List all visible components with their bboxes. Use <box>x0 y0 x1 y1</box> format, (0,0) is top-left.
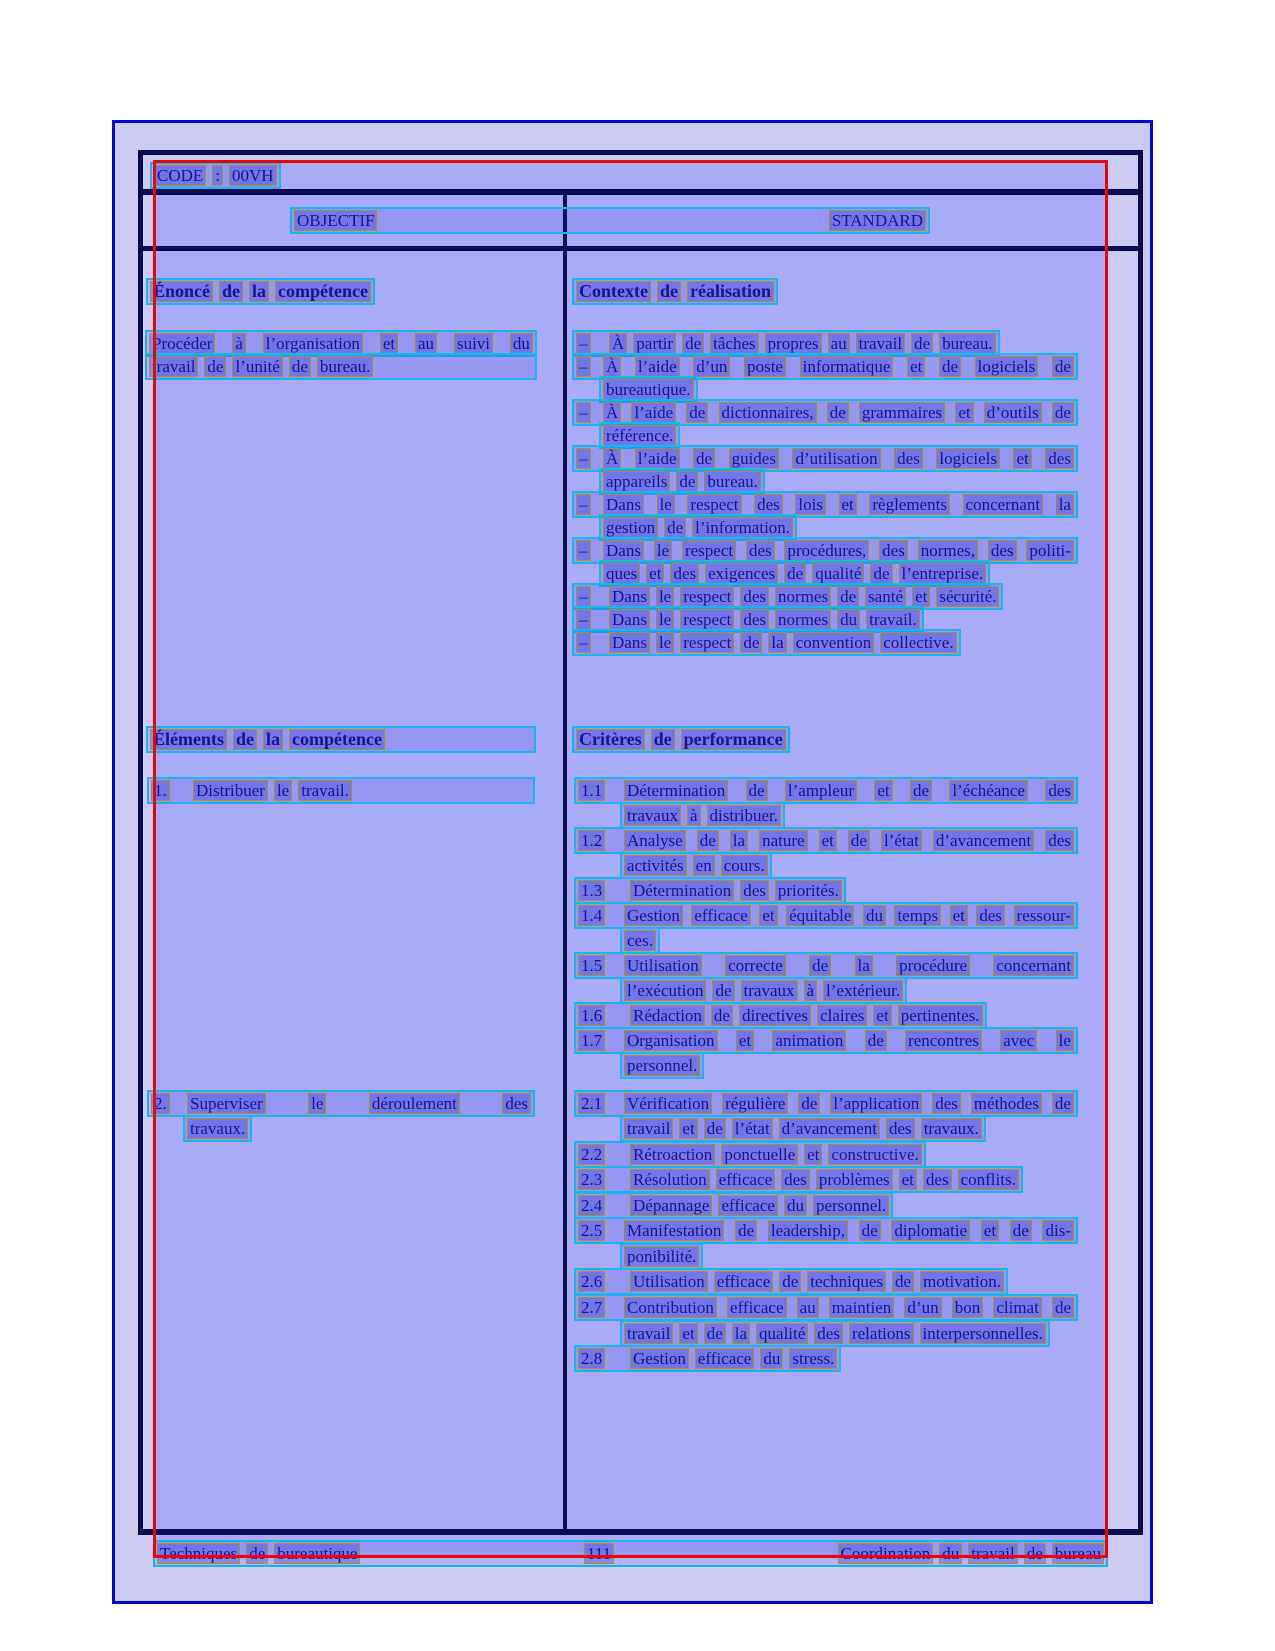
word-box: 2.2 <box>578 1144 605 1165</box>
word-box: de <box>704 1118 726 1139</box>
word-box: Vérification <box>624 1093 712 1114</box>
word-box: partir <box>633 333 676 354</box>
word-box: de <box>233 729 257 750</box>
word-box: et <box>899 1169 917 1190</box>
annotation-region-outline <box>153 160 1108 1558</box>
word-box: interpersonnelles. <box>920 1323 1046 1344</box>
word-box: – <box>576 448 591 469</box>
word-box: – <box>576 356 591 377</box>
word-box: des <box>894 448 923 469</box>
word-box: la <box>730 830 748 851</box>
word-box: appareils <box>603 471 670 492</box>
word-box: Organisation <box>624 1030 718 1051</box>
word-box: l’aide <box>631 402 676 423</box>
word-box: bureautique <box>274 1543 360 1564</box>
word-box: de <box>859 1220 881 1241</box>
word-box: motivation. <box>920 1271 1004 1292</box>
word-box: Procéder <box>149 333 215 354</box>
word-box: travail <box>856 333 905 354</box>
word-box: climat <box>993 1297 1041 1318</box>
word-box: normes, <box>918 540 978 561</box>
word-box: efficace <box>714 1271 773 1292</box>
word-box: compétence <box>289 729 385 750</box>
word-box: le <box>656 609 674 630</box>
word-box: au <box>828 333 850 354</box>
word-box: des <box>1045 448 1074 469</box>
word-box: 1.2 <box>578 830 605 851</box>
word-box: d’avancement <box>933 830 1034 851</box>
word-box: et <box>839 494 857 515</box>
word-box: 2.7 <box>578 1297 605 1318</box>
word-box: l’entreprise. <box>899 563 987 584</box>
word-box: du <box>939 1543 962 1564</box>
word-box: la <box>263 729 283 750</box>
word-box: Gestion <box>624 905 683 926</box>
word-box: l’application <box>830 1093 922 1114</box>
word-box: 00VH <box>229 165 277 186</box>
word-box: efficace <box>727 1297 786 1318</box>
word-box: des <box>746 540 775 561</box>
word-box: d’utilisation <box>792 448 880 469</box>
word-box: 2.6 <box>578 1271 605 1292</box>
word-box: et <box>950 905 968 926</box>
word-box: la <box>249 281 269 302</box>
word-box: Dans <box>603 494 644 515</box>
word-box: des <box>886 1118 915 1139</box>
word-box: – <box>576 494 591 515</box>
word-box: au <box>415 333 437 354</box>
word-box: OBJECTIF <box>294 210 377 231</box>
word-box: de <box>1052 402 1074 423</box>
word-box: de <box>651 729 675 750</box>
word-box: l’état <box>732 1118 773 1139</box>
word-box: de <box>939 356 961 377</box>
word-box: des <box>923 1169 952 1190</box>
word-box: de <box>664 517 686 538</box>
word-box: ressour- <box>1014 905 1074 926</box>
word-box: l’état <box>881 830 922 851</box>
word-box: à <box>687 805 701 826</box>
word-box: des <box>502 1093 531 1114</box>
word-box: personnel. <box>813 1195 889 1216</box>
word-box: travail. <box>866 609 920 630</box>
word-box: l’aide <box>635 448 680 469</box>
word-box: bon <box>952 1297 984 1318</box>
word-box: nature <box>759 830 807 851</box>
word-box: santé <box>865 586 906 607</box>
word-box: et <box>1013 448 1031 469</box>
word-box: – <box>576 333 591 354</box>
word-box: Contribution <box>624 1297 717 1318</box>
word-box: – <box>576 540 591 561</box>
word-box: grammaires <box>859 402 945 423</box>
word-box: temps <box>894 905 941 926</box>
word-box: priorités. <box>775 880 842 901</box>
word-box: des <box>740 586 769 607</box>
word-box: respect <box>680 586 734 607</box>
word-box: Dans <box>609 609 650 630</box>
word-box: STANDARD <box>829 210 926 231</box>
word-box: travaux <box>741 980 798 1001</box>
word-box: l’information. <box>692 517 793 538</box>
word-box: À <box>603 356 621 377</box>
word-box: travail <box>149 356 198 377</box>
word-box: l’aide <box>635 356 680 377</box>
word-box: Rédaction <box>630 1005 705 1026</box>
word-box: de <box>693 448 715 469</box>
word-box: et <box>819 830 837 851</box>
word-box: efficace <box>691 905 750 926</box>
word-box: informatique <box>800 356 894 377</box>
word-box: À <box>609 333 627 354</box>
word-box: 1.7 <box>578 1030 605 1051</box>
word-box: propres <box>765 333 822 354</box>
word-box: de <box>657 281 681 302</box>
word-box: poste <box>744 356 786 377</box>
word-box: le <box>308 1093 326 1114</box>
word-box: logiciels <box>936 448 1000 469</box>
word-box: et <box>874 780 892 801</box>
word-box: guides <box>729 448 779 469</box>
word-box: respect <box>680 632 734 653</box>
word-box: à <box>804 980 818 1001</box>
word-box: bureautique. <box>603 379 694 400</box>
word-box: – <box>576 632 591 653</box>
word-box: distribuer. <box>707 805 781 826</box>
word-box: Manifestation <box>624 1220 724 1241</box>
word-box: 2.5 <box>578 1220 605 1241</box>
word-box: : <box>212 165 223 186</box>
word-box: de <box>676 471 698 492</box>
word-box: travail <box>624 1118 673 1139</box>
word-box: problèmes <box>816 1169 893 1190</box>
word-box: Détermination <box>630 880 734 901</box>
word-box: relations <box>849 1323 914 1344</box>
word-box: et <box>679 1323 697 1344</box>
word-box: du <box>510 333 533 354</box>
word-box: 1.1 <box>578 780 605 801</box>
word-box: référence. <box>603 425 676 446</box>
word-box: en <box>693 855 715 876</box>
word-box: Dépannage <box>630 1195 712 1216</box>
word-box: lois <box>795 494 826 515</box>
word-box: ques <box>603 563 640 584</box>
word-box: travail <box>968 1543 1017 1564</box>
word-box: qualité <box>812 563 864 584</box>
word-box: de <box>697 830 719 851</box>
word-box: des <box>670 563 699 584</box>
word-box: gestion <box>603 517 658 538</box>
word-box: et <box>646 563 664 584</box>
word-box: compétence <box>275 281 371 302</box>
word-box: normes <box>775 609 831 630</box>
word-box: des <box>879 540 908 561</box>
word-box: d’un <box>904 1297 941 1318</box>
word-box: 2.3 <box>578 1169 605 1190</box>
word-box: de <box>1052 356 1074 377</box>
word-box: Énoncé <box>150 281 213 302</box>
word-box: la <box>768 632 786 653</box>
word-box: du <box>863 905 886 926</box>
word-box: ponibilité. <box>624 1246 699 1267</box>
word-box: cours. <box>721 855 768 876</box>
word-box: d’outils <box>984 402 1042 423</box>
word-box: bureau. <box>939 333 996 354</box>
word-box: de <box>204 356 226 377</box>
word-box: 1.3 <box>578 880 605 901</box>
word-box: de <box>704 1323 726 1344</box>
word-box: bureau. <box>704 471 761 492</box>
word-box: avec <box>1000 1030 1037 1051</box>
word-box: et <box>679 1118 697 1139</box>
word-box: des <box>814 1323 843 1344</box>
word-box: Détermination <box>624 780 728 801</box>
word-box: 1.6 <box>578 1005 605 1026</box>
word-box: Coordination <box>838 1543 934 1564</box>
word-box: de <box>1052 1297 1074 1318</box>
word-box: travail. <box>298 780 352 801</box>
word-box: l’échéance <box>949 780 1028 801</box>
word-box: des <box>740 880 769 901</box>
word-box: travaux <box>624 805 681 826</box>
word-box: Techniques <box>157 1543 240 1564</box>
word-box: méthodes <box>971 1093 1042 1114</box>
word-box: de <box>735 1220 757 1241</box>
word-box: le <box>657 494 675 515</box>
word-box: déroulement <box>369 1093 460 1114</box>
word-box: la <box>732 1323 750 1344</box>
word-box: le <box>1056 1030 1074 1051</box>
word-box: ces. <box>624 930 656 951</box>
word-box: le <box>274 780 292 801</box>
word-box: À <box>603 402 621 423</box>
word-box: techniques <box>807 1271 886 1292</box>
word-box: dis- <box>1042 1220 1074 1241</box>
word-box: des <box>976 905 1005 926</box>
word-box: des <box>740 609 769 630</box>
word-box: l’unité <box>232 356 282 377</box>
word-box: réalisation <box>687 281 774 302</box>
word-box: Distribuer <box>193 780 268 801</box>
word-box: Superviser <box>187 1093 266 1114</box>
word-box: Gestion <box>630 1348 689 1369</box>
word-box: performance <box>681 729 786 750</box>
word-box: – <box>576 609 591 630</box>
word-box: À <box>603 448 621 469</box>
word-box: 2.1 <box>578 1093 605 1114</box>
word-box: la <box>855 955 873 976</box>
word-box: régulière <box>722 1093 788 1114</box>
word-box: efficace <box>695 1348 754 1369</box>
word-box: travaux. <box>921 1118 982 1139</box>
word-box: l’ampleur <box>785 780 857 801</box>
word-box: de <box>809 955 831 976</box>
word-box: de <box>779 1271 801 1292</box>
word-box: de <box>746 780 768 801</box>
word-box: des <box>1045 830 1074 851</box>
word-box: efficace <box>716 1169 775 1190</box>
word-box: de <box>712 980 734 1001</box>
word-box: des <box>781 1169 810 1190</box>
word-box: et <box>380 333 398 354</box>
word-box: Éléments <box>150 729 227 750</box>
word-box: 1.4 <box>578 905 605 926</box>
word-box: du <box>784 1195 807 1216</box>
word-box: Dans <box>609 586 650 607</box>
word-box: travail <box>624 1323 673 1344</box>
word-box: l’organisation <box>263 333 363 354</box>
word-box: respect <box>680 609 734 630</box>
word-box: et <box>759 905 777 926</box>
word-box: personnel. <box>624 1055 700 1076</box>
word-box: de <box>892 1271 914 1292</box>
word-box: de <box>798 1093 820 1114</box>
word-box: logiciels <box>975 356 1039 377</box>
word-box: rencontres <box>905 1030 982 1051</box>
word-box: Rétroaction <box>630 1144 715 1165</box>
word-box: directives <box>739 1005 811 1026</box>
word-box: de <box>219 281 243 302</box>
word-box: – <box>576 586 591 607</box>
word-box: le <box>656 632 674 653</box>
word-box: et <box>804 1144 822 1165</box>
word-box: leadership, <box>768 1220 848 1241</box>
word-box: constructive. <box>828 1144 921 1165</box>
word-box: Utilisation <box>630 1271 708 1292</box>
word-box: Contexte <box>576 281 651 302</box>
word-box: pertinentes. <box>898 1005 983 1026</box>
word-box: sécurité. <box>936 586 999 607</box>
word-box: bureau <box>1052 1543 1104 1564</box>
word-box: du <box>837 609 860 630</box>
word-box: du <box>760 1348 783 1369</box>
word-box: Critères <box>576 729 645 750</box>
word-box: de <box>686 402 708 423</box>
word-box: stress. <box>789 1348 837 1369</box>
word-box: de <box>837 586 859 607</box>
word-box: Utilisation <box>624 955 702 976</box>
word-box: de <box>827 402 849 423</box>
word-box: qualité <box>756 1323 808 1344</box>
word-box: 2. <box>151 1093 170 1114</box>
word-box: 2.8 <box>578 1348 605 1369</box>
word-box: de <box>910 780 932 801</box>
word-box: correcte <box>725 955 786 976</box>
word-box: efficace <box>718 1195 777 1216</box>
word-box: Résolution <box>630 1169 710 1190</box>
word-box: et <box>981 1220 999 1241</box>
word-box: activités <box>624 855 687 876</box>
word-box: respect <box>687 494 741 515</box>
word-box: de <box>911 333 933 354</box>
word-box: procédure <box>896 955 970 976</box>
word-box: la <box>1056 494 1074 515</box>
word-box: conflits. <box>958 1169 1019 1190</box>
word-box: suivi <box>454 333 493 354</box>
word-box: des <box>754 494 783 515</box>
word-box: l’extérieur. <box>823 980 903 1001</box>
word-box: 111 <box>584 1543 614 1564</box>
word-box: de <box>740 632 762 653</box>
word-box: le <box>656 586 674 607</box>
word-box: politi- <box>1026 540 1074 561</box>
word-box: Dans <box>609 632 650 653</box>
word-box: de <box>682 333 704 354</box>
word-box: convention <box>793 632 875 653</box>
word-box: des <box>988 540 1017 561</box>
word-box: des <box>932 1093 961 1114</box>
word-box: de <box>711 1005 733 1026</box>
word-box: exigences <box>705 563 778 584</box>
word-box: normes <box>775 586 831 607</box>
word-box: concernant <box>963 494 1044 515</box>
word-box: claires <box>817 1005 867 1026</box>
word-box: diplomatie <box>891 1220 970 1241</box>
word-box: 2.4 <box>578 1195 605 1216</box>
word-box: de <box>1052 1093 1074 1114</box>
word-box: de <box>865 1030 887 1051</box>
word-box: CODE <box>154 165 206 186</box>
word-box: de <box>848 830 870 851</box>
word-box: de <box>784 563 806 584</box>
word-box: de <box>1024 1543 1046 1564</box>
word-box: 1.5 <box>578 955 605 976</box>
word-box: collective. <box>880 632 956 653</box>
word-box: Dans <box>603 540 644 561</box>
word-box: animation <box>772 1030 846 1051</box>
word-box: règlements <box>869 494 950 515</box>
word-box: procédures, <box>784 540 869 561</box>
word-box: maintien <box>829 1297 894 1318</box>
word-box: à <box>232 333 246 354</box>
word-box: et <box>955 402 973 423</box>
word-box: des <box>1045 780 1074 801</box>
word-box: et <box>907 356 925 377</box>
word-box: – <box>576 402 591 423</box>
word-box: de <box>289 356 311 377</box>
word-box: travaux. <box>187 1118 248 1139</box>
word-box: de <box>1010 1220 1032 1241</box>
word-box: d’avancement <box>779 1118 880 1139</box>
word-box: concernant <box>993 955 1074 976</box>
word-box: et <box>873 1005 891 1026</box>
word-box: dictionnaires, <box>719 402 817 423</box>
word-box: bureau. <box>317 356 374 377</box>
word-box: au <box>797 1297 819 1318</box>
word-box: de <box>870 563 892 584</box>
word-box: équitable <box>786 905 854 926</box>
word-box: le <box>654 540 672 561</box>
word-box: Analyse <box>624 830 686 851</box>
word-box: respect <box>682 540 736 561</box>
word-box: d’un <box>693 356 730 377</box>
word-box: ponctuelle <box>721 1144 798 1165</box>
word-box: l’exécution <box>624 980 706 1001</box>
word-box: tâches <box>710 333 758 354</box>
word-box: de <box>246 1543 268 1564</box>
word-box: 1. <box>151 780 170 801</box>
word-box: et <box>736 1030 754 1051</box>
word-box: et <box>912 586 930 607</box>
